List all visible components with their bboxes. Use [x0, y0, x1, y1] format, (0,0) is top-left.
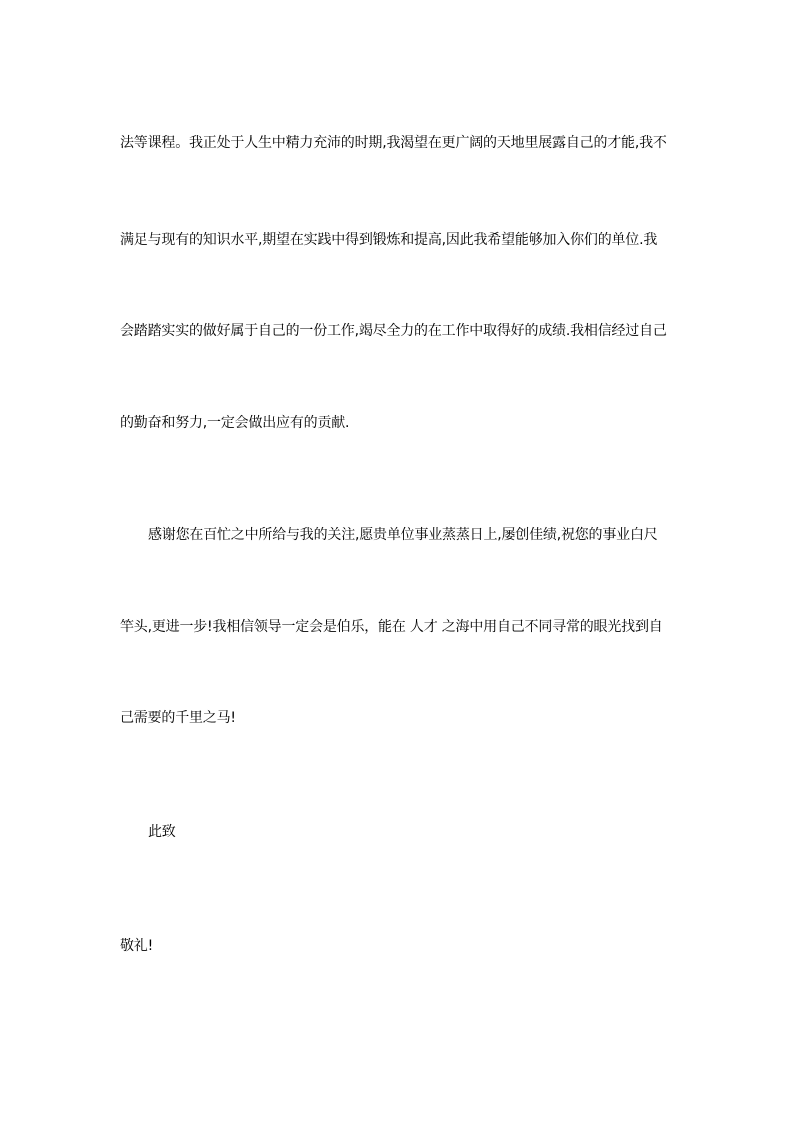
body-text-line: 的勤奋和努力,一定会做出应有的贡献. [120, 415, 350, 431]
closing-regards: 敬礼! [120, 938, 154, 954]
body-text-line: 竿头,更进一步!我相信领导一定会是伯乐，能在 人才 之海中用自己不同寻常的眼光找到自 [120, 619, 663, 635]
body-text-line: 感谢您在百忙之中所给与我的关注,愿贵单位事业蒸蒸日上,屡创佳绩,祝您的事业白尺 [148, 527, 658, 543]
closing-salutation: 此致 [148, 824, 176, 840]
body-text-line: 己需要的千里之马! [120, 710, 236, 726]
body-text-line: 法等课程。我正处于人生中精力充沛的时期,我渴望在更广阔的天地里展露自己的才能,我不 [120, 135, 667, 151]
body-text-line: 满足与现有的知识水平,期望在实践中得到锻炼和提高,因此我希望能够加入你们的单位.我 [120, 232, 658, 248]
body-text-line: 会踏踏实实的做好属于自己的一份工作,竭尽全力的在工作中取得好的成绩.我相信经过自己 [120, 323, 667, 339]
